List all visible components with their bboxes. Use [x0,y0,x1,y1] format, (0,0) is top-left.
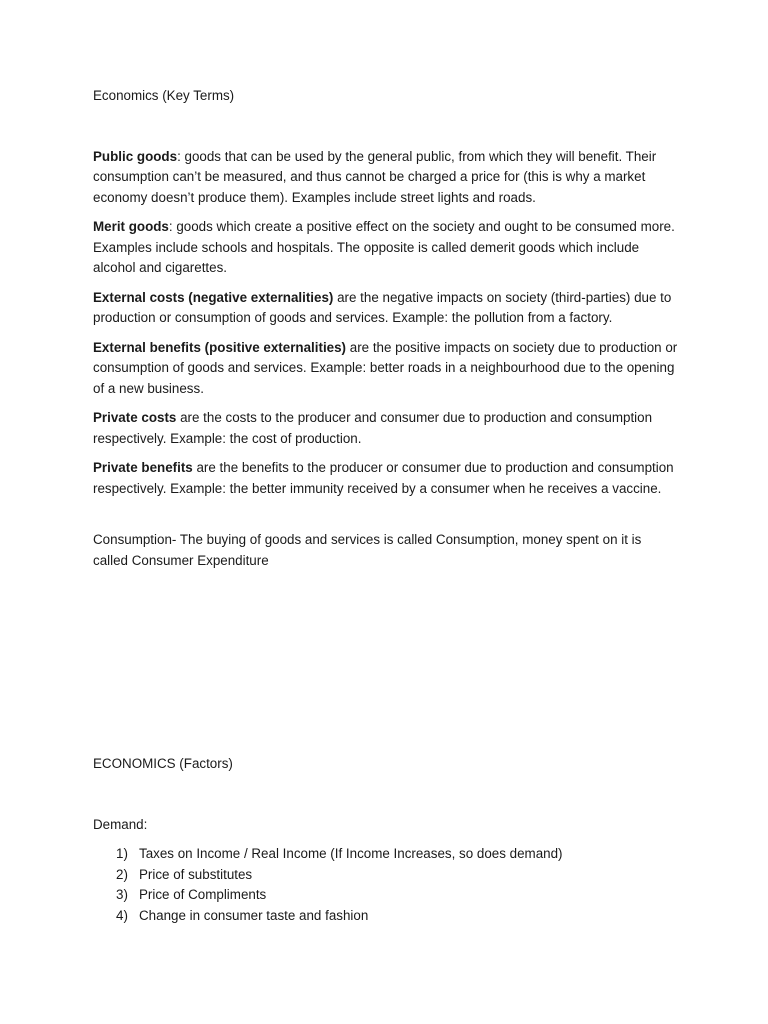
list-item [93,844,678,865]
list-number: 3) [116,887,128,902]
list-number: 1) [116,846,128,861]
term-definition: are the negative impacts on society (third-parties) due to production or consumption of goods and services. Example: the pollution from a factory. [93,289,672,325]
term-name: Public goods [93,148,178,164]
term-name: External costs (negative externalities) [93,289,334,305]
term-paragraph [93,147,678,209]
list-item [93,906,678,927]
consumption-paragraph: Consumption- The buying of goods and services is called Consumption, money spent on it is called Consumer Expenditure [93,532,642,568]
list-number: 4) [116,907,128,923]
term-definition: are the positive impacts on society due to production or consumption of goods and services. Example: better roads in a neighbourhood due to the opening of a new business. [93,339,678,396]
section-heading: ECONOMICS (Factors) [93,756,233,771]
list-text: Change in consumer taste and fashion [139,907,369,923]
page-title: Economics (Key Terms) [93,88,235,103]
term-paragraph [93,408,678,449]
term-paragraph [93,338,678,400]
term-definition: : goods which create a positive effect on the society and ought to be consumed more. Examples include schools and hospitals. The opposite is called demerit goods which include alcohol and cigarettes. [93,219,675,275]
term-definition: are the benefits to the producer or consumer due to production and consumption respectively. Example: the better immunity received by a consumer when he receives a vaccine. [93,460,674,496]
term-name: External benefits (positive externalities) [93,339,347,355]
term-definition: : goods that can be used by the general public, from which they will benefit. Their consumption can’t be measured, and thus cannot be charged a price for (this is why a market economy doesn’t produce them). Examples include street lights and roads. [93,148,657,205]
term-paragraph [93,288,678,329]
list-text: Price of substitutes [139,866,253,882]
term-definition: are the costs to the producer and consumer due to production and consumption respectively. Example: the cost of production. [93,410,653,446]
list-item [93,865,678,886]
demand-label: Demand: [93,816,148,832]
term-paragraph [93,217,678,279]
demand-list [93,844,678,926]
list-item [93,885,678,906]
term-name: Private costs [93,410,177,425]
document-body [93,86,678,571]
list-text: Taxes on Income / Real Income (If Income Increases, so does demand) [139,846,563,861]
term-name: Private benefits [93,460,193,475]
list-number: 2) [116,866,128,882]
factors-section [93,754,678,926]
list-text: Price of Compliments [139,887,267,902]
term-name: Merit goods [93,219,169,234]
term-paragraph [93,458,678,499]
